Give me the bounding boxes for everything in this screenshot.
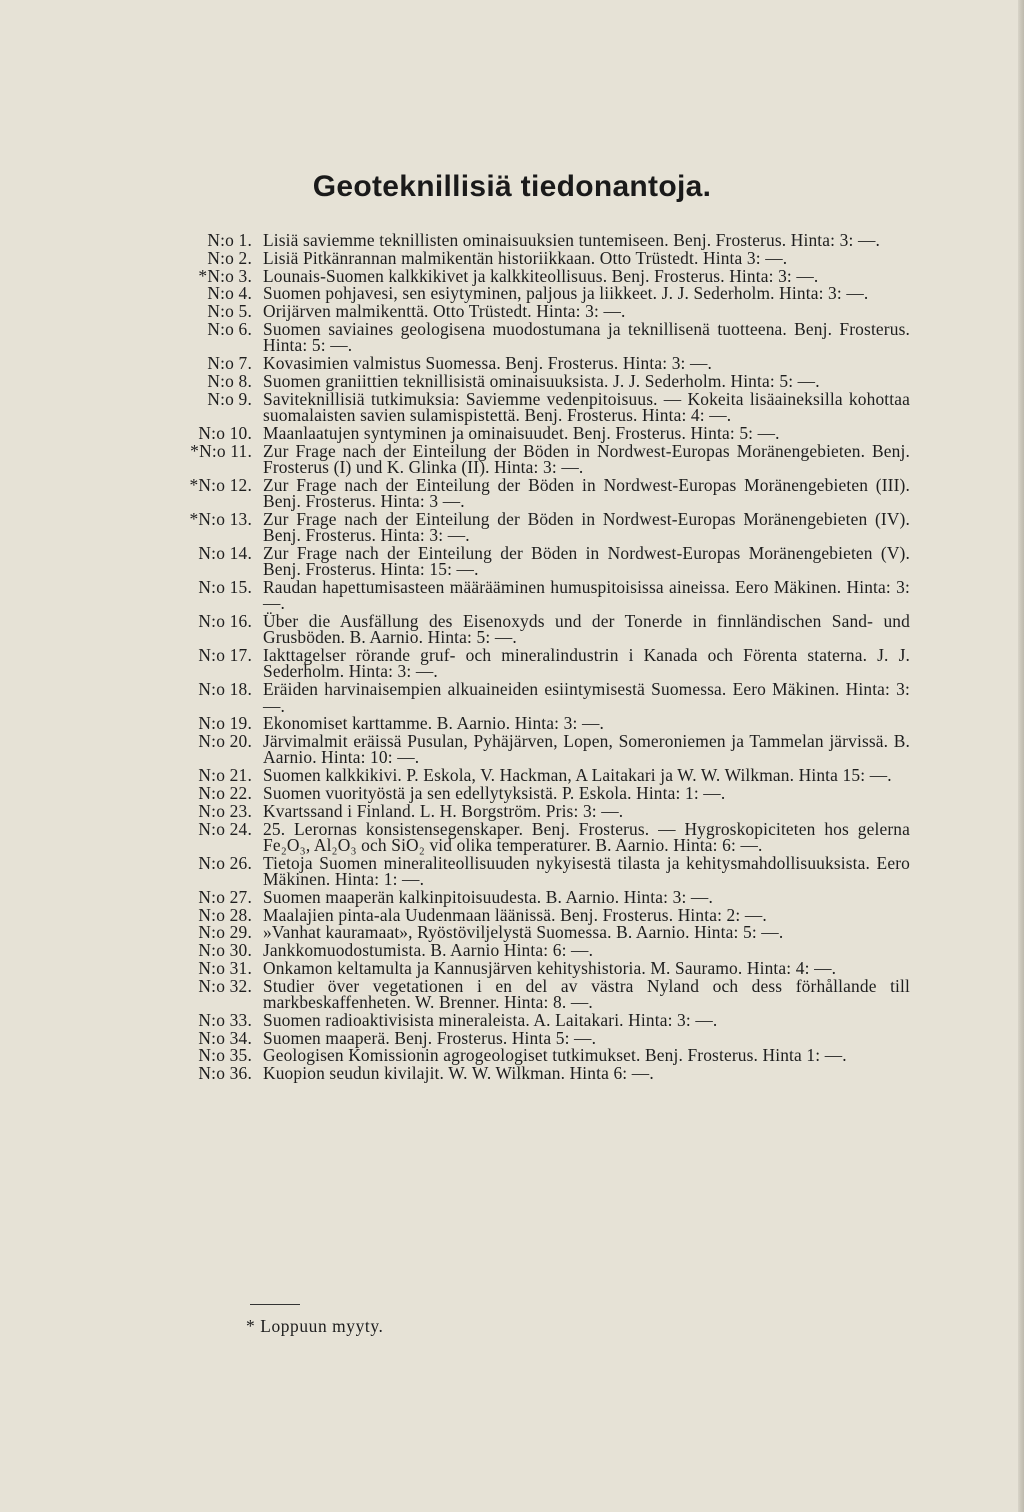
entry-text: Orijärven malmikenttä. Otto Trüstedt. Hinta: 3: —. — [263, 301, 626, 322]
entry-text: Ekonomiset karttamme. B. Aarnio. Hinta: 3: —. — [263, 713, 604, 734]
entry-number: N:o 32. — [198, 975, 252, 996]
entry-number: N:o 21. — [198, 765, 252, 786]
entry-number: N:o 36. — [198, 1063, 252, 1084]
list-item — [160, 318, 910, 356]
list-item — [160, 765, 910, 786]
entry-text: Tietoja Suomen mineraliteollisuuden nykyisestä tilasta ja kehitysmahdollisuuksista. Eero Mäkinen. Hinta: 1: —. — [263, 852, 910, 889]
entry-number: N:o 34. — [198, 1027, 252, 1048]
entry-number: N:o 7. — [207, 353, 252, 374]
entry-text: Kuopion seudun kivilajit. W. W. Wilkman. Hinta 6: —. — [263, 1063, 654, 1084]
entry-number: N:o 27. — [198, 886, 252, 907]
entry-text: Suomen kalkkikivi. P. Eskola, V. Hackman, A Laitakari ja W. W. Wilkman. Hinta 15: —. — [263, 765, 892, 786]
entry-text: Suomen vuorityöstä ja sen edellytyksistä. P. Eskola. Hinta: 1: —. — [263, 783, 726, 803]
entry-text: Zur Frage nach der Einteilung der Böden in Nordwest-Europas Moränengebieten (III). Benj. Frosterus. Hinta: 3 —. — [263, 474, 910, 511]
list-item — [160, 301, 910, 322]
list-item — [160, 785, 910, 801]
list-item — [160, 370, 910, 391]
list-item — [160, 474, 910, 511]
list-item — [160, 975, 910, 1013]
entry-text: Maalajien pinta-ala Uudenmaan läänissä. Benj. Frosterus. Hinta: 2: —. — [263, 904, 767, 925]
list-item — [160, 1063, 910, 1084]
list-item — [160, 904, 910, 925]
entry-text: Saviteknillisiä tutkimuksia: Saviemme vedenpitoisuus. — Kokeita lisäaineksilla kohottaa suomalaisten savien sulamispistettä. Benj. Frosterus. Hinta: 4: —. — [263, 388, 910, 425]
entry-text: Suomen graniittien teknillisistä ominaisuuksista. J. J. Sederholm. Hinta: 5: —. — [263, 370, 820, 391]
entry-text: Suomen radioaktivisista mineraleista. A. Laitakari. Hinta: 3: —. — [263, 1009, 718, 1030]
list-item — [160, 818, 910, 855]
list-item — [160, 388, 910, 425]
entry-number: N:o 23. — [198, 800, 252, 821]
list-item — [160, 922, 910, 943]
list-item — [160, 440, 910, 477]
entry-number: N:o 1. — [207, 230, 252, 250]
list-item — [160, 800, 910, 821]
list-item — [160, 647, 910, 680]
entry-number: N:o 4. — [207, 283, 252, 304]
list-item — [160, 852, 910, 889]
entry-number: N:o 10. — [198, 422, 252, 443]
page-edge — [1018, 0, 1024, 1512]
list-item — [160, 576, 910, 614]
entry-number: N:o 2. — [207, 247, 252, 268]
entry-number: N:o 8. — [207, 370, 252, 391]
list-item — [160, 940, 910, 961]
entry-text: Lisiä Pitkänrannan malmikentän historiikkaan. Otto Trüstedt. Hinta 3: —. — [263, 247, 788, 268]
entry-text: Jankkomuodostumista. B. Aarnio Hinta: 6: —. — [263, 940, 594, 961]
entry-number: N:o 5. — [207, 301, 252, 322]
entry-text: Suomen maaperä. Benj. Frosterus. Hinta 5: —. — [263, 1027, 597, 1048]
list-item — [160, 733, 910, 766]
list-item — [160, 957, 910, 978]
entry-text: Über die Ausfällung des Eisenoxyds und der Tonerde in finnländischen Sand- und Grusböden. B. Aarnio. Hinta: 5: —. — [263, 611, 910, 648]
entry-number: N:o 18. — [198, 679, 252, 700]
entry-number: N:o 19. — [198, 713, 252, 734]
entry-number: N:o 20. — [198, 731, 252, 752]
entry-number: N:o 16. — [198, 611, 252, 632]
entry-text: »Vanhat kauramaat», Ryöstöviljelystä Suomessa. B. Aarnio. Hinta: 5: —. — [263, 922, 784, 943]
entry-text: Kovasimien valmistus Suomessa. Benj. Frosterus. Hinta: 3: —. — [263, 353, 713, 374]
entry-number: *N:o 13. — [189, 508, 252, 529]
entry-text: Eräiden harvinaisempien alkuaineiden esiintymisestä Suomessa. Eero Mäkinen. Hinta: 3: —. — [263, 679, 910, 716]
list-item — [160, 508, 910, 546]
entry-text: Lounais-Suomen kalkkikivet ja kalkkiteollisuus. Benj. Frosterus. Hinta: 3: —. — [263, 265, 819, 286]
entry-number: *N:o 11. — [190, 440, 252, 461]
list-item — [160, 1045, 910, 1066]
entry-text: Suomen saviaines geologisena muodostumana ja teknillisenä tuotteena. Benj. Frosterus. Hinta: 5: —. — [263, 318, 910, 356]
list-item — [160, 542, 910, 580]
entry-number: *N:o 3. — [198, 265, 252, 286]
entry-number: N:o 17. — [198, 645, 252, 666]
list-item — [160, 1009, 910, 1030]
footnote-rule — [250, 1304, 300, 1305]
list-item — [160, 265, 910, 286]
entry-text: Onkamon keltamulta ja Kannusjärven kehityshistoria. M. Sauramo. Hinta: 4: —. — [263, 957, 837, 978]
entry-text: 25. Lerornas konsistensegenskaper. Benj. Frosterus. — Hygroskopiciteten hos gelerna Fe₂O₃, Al₂O₃ och SiO₂ vid olika temperaturer. B. Aarnio. Hinta: 6: —. — [263, 818, 910, 855]
entry-number: N:o 24. — [198, 818, 252, 839]
entry-text: Studier över vegetationen i en del av västra Nyland och dess förhållande till markbeskaffenheten. W. Brenner. Hinta: 8. —. — [263, 975, 910, 1013]
list-item — [160, 247, 910, 268]
list-item — [160, 713, 910, 734]
publication-list — [160, 232, 910, 1083]
entry-number: N:o 15. — [198, 576, 252, 597]
entry-number: N:o 33. — [198, 1009, 252, 1030]
list-item — [160, 681, 910, 714]
entry-text: Suomen maaperän kalkinpitoisuudesta. B. Aarnio. Hinta: 3: —. — [263, 886, 713, 907]
entry-number: N:o 26. — [198, 852, 252, 873]
entry-number: N:o 31. — [198, 957, 252, 978]
entry-number: N:o 30. — [198, 940, 252, 961]
list-item — [160, 422, 910, 443]
entry-text: Lisiä saviemme teknillisten ominaisuuksien tuntemiseen. Benj. Frosterus. Hinta: 3: —. — [263, 230, 880, 250]
entry-text: Zur Frage nach der Einteilung der Böden in Nordwest-Europas Moränengebieten (IV). Benj. Frosterus. Hinta: 3: —. — [263, 508, 910, 546]
entry-number: N:o 9. — [207, 388, 252, 409]
list-item — [160, 283, 910, 304]
entry-number: N:o 28. — [198, 904, 252, 925]
entry-text: Iakttagelser rörande gruf- och mineralindustrin i Kanada och Förenta staterna. J. J. Sederholm. Hinta: 3: —. — [263, 645, 910, 682]
entry-text: Geologisen Komissionin agrogeologiset tutkimukset. Benj. Frosterus. Hinta 1: —. — [263, 1045, 847, 1066]
entry-text: Suomen pohjavesi, sen esiytyminen, paljous ja liikkeet. J. J. Sederholm. Hinta: 3: —. — [263, 283, 869, 304]
entry-text: Raudan hapettumisasteen määrääminen humuspitoisissa aineissa. Eero Mäkinen. Hinta: 3: —. — [263, 576, 910, 614]
entry-text: Zur Frage nach der Einteilung der Böden in Nordwest-Europas Moränengebieten (V). Benj. Frosterus. Hinta: 15: —. — [263, 542, 910, 580]
entry-number: N:o 29. — [198, 922, 252, 943]
list-item — [160, 886, 910, 907]
entry-text: Zur Frage nach der Einteilung der Böden in Nordwest-Europas Moränengebieten. Benj. Frosterus (I) und K. Glinka (II). Hinta: 3: —. — [263, 440, 910, 477]
entry-number: N:o 35. — [198, 1045, 252, 1066]
entry-text: Järvimalmit eräissä Pusulan, Pyhäjärven, Lopen, Someroniemen ja Tammelan järvissä. B. Aarnio. Hinta: 10: —. — [263, 731, 910, 768]
entry-number: N:o 14. — [198, 542, 252, 563]
list-item — [160, 613, 910, 646]
entry-number: N:o 6. — [207, 318, 252, 339]
list-item — [160, 1027, 910, 1048]
page-title: Geoteknillisiä tiedonantoja. — [312, 170, 712, 203]
entry-text: Maanlaatujen syntyminen ja ominaisuudet. Benj. Frosterus. Hinta: 5: —. — [263, 422, 780, 443]
list-item — [160, 353, 910, 374]
footnote: * Loppuun myyty. — [246, 1316, 384, 1336]
entry-number: *N:o 12. — [189, 474, 252, 495]
entry-number: N:o 22. — [198, 783, 252, 803]
list-item — [160, 232, 910, 248]
entry-text: Kvartssand i Finland. L. H. Borgström. Pris: 3: —. — [263, 800, 624, 821]
